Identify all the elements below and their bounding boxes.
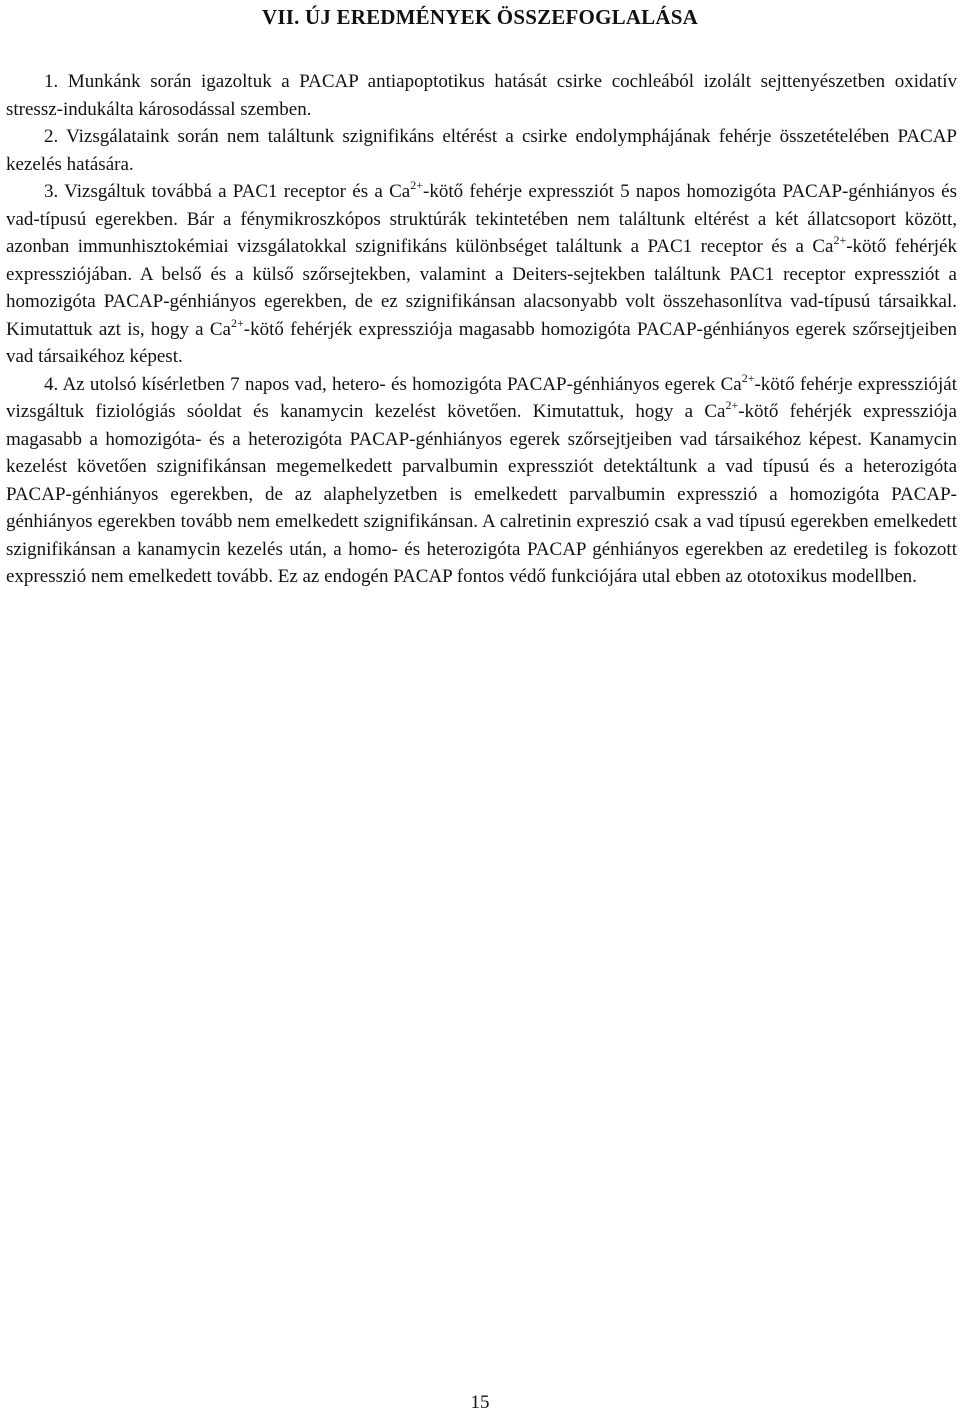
result-item-4 — [6, 371, 957, 591]
result-item-4-text-part-1: 4. Az utolsó kísérletben 7 napos vad, hetero- és homozigóta PACAP-génhiányos egerek Ca — [44, 373, 742, 395]
summary-body — [6, 68, 957, 591]
page-number: 15 — [470, 1392, 490, 1413]
calcium-charge-superscript: 2+ — [725, 398, 739, 412]
result-item-4-text-part-3: -kötő fehérjék expressziója magasabb a homozigóta- és a heterozigóta PACAP-génhiányos egerek szőrsejtjeiben vad társaikéhoz képest. Kanamycin kezelést követően szignifikánsan megemelkedett parvalbumin expressziót detektáltunk a vad típusú és a heterozigóta PACAP-génhiányos egerekben, de az alaphelyzetben is emelkedett parvalbumin expresszió a homozigóta PACAP-génhiányos egerekben tovább nem emelkedett szignifikánsan. A calretinin expreszió csak a vad típusú egerekben emelkedett szignifikánsan a kanamycin kezelés után, a homo- és heterozigóta PACAP génhiányos egerekben az eredetileg is fokozott expresszió nem emelkedett tovább. Ez az endogén PACAP fontos védő funkciójára utal ebben az ototoxikus modellben. — [6, 401, 957, 587]
result-item-3-text-part-4: -kötő fehérjék expressziója magasabb homozigóta PACAP-génhiányos egerek szőrsejtjeiben vad társaikéhoz képest. — [6, 318, 957, 367]
result-item-2 — [6, 123, 957, 178]
calcium-charge-superscript: 2+ — [410, 178, 423, 192]
result-item-3-text-part-2: -kötő fehérje expressziót 5 napos homozigóta PACAP-génhiányos és vad-típusú egerekben. Bár a fénymikroszkópos struktúrák tekintetében nem találtunk eltérést a két állatcsoport között, azonban immunhisztokémiai vizsgálatokkal szignifikáns különbséget találtunk a PAC1 receptor és a Ca — [6, 181, 957, 257]
result-item-2-text: 2. Vizsgálataink során nem találtunk szignifikáns eltérést a csirke endolymphájának fehérje összetételében PACAP kezelés hatására. — [6, 126, 957, 175]
calcium-charge-superscript: 2+ — [230, 315, 244, 330]
result-item-3 — [6, 178, 957, 371]
section-heading: VII. ÚJ EREDMÉNYEK ÖSSZEFOGLALÁSA — [261, 5, 698, 29]
calcium-charge-superscript: 2+ — [741, 370, 755, 385]
result-item-3-text-part-1: 3. Vizsgáltuk továbbá a PAC1 receptor és a Ca — [44, 181, 411, 202]
result-item-4-text-part-2: -kötő fehérje expresszióját vizsgáltuk fiziológiás sóoldat és kanamycin kezelést követően. Kimutattuk, hogy a Ca — [6, 373, 958, 422]
result-item-1 — [6, 68, 957, 123]
calcium-charge-superscript: 2+ — [833, 233, 847, 247]
result-item-3-text-part-3: -kötő fehérjék expressziójában. A belső és a külső szőrsejtekben, valamint a Deiters-sejtekben találtunk PAC1 receptor expressziót a homozigóta PACAP-génhiányos egerekben, de ez szignifikánsan alacsonyabb volt összehasonlítva vad-típusú társaikkal. Kimutattuk azt is, hogy a Ca — [6, 236, 957, 340]
result-item-1-text: 1. Munkánk során igazoltuk a PACAP antiapoptotikus hatását csirke cochleából izolált sejttenyészetben oxidatív stressz-indukálta károsodással szemben. — [6, 71, 957, 120]
